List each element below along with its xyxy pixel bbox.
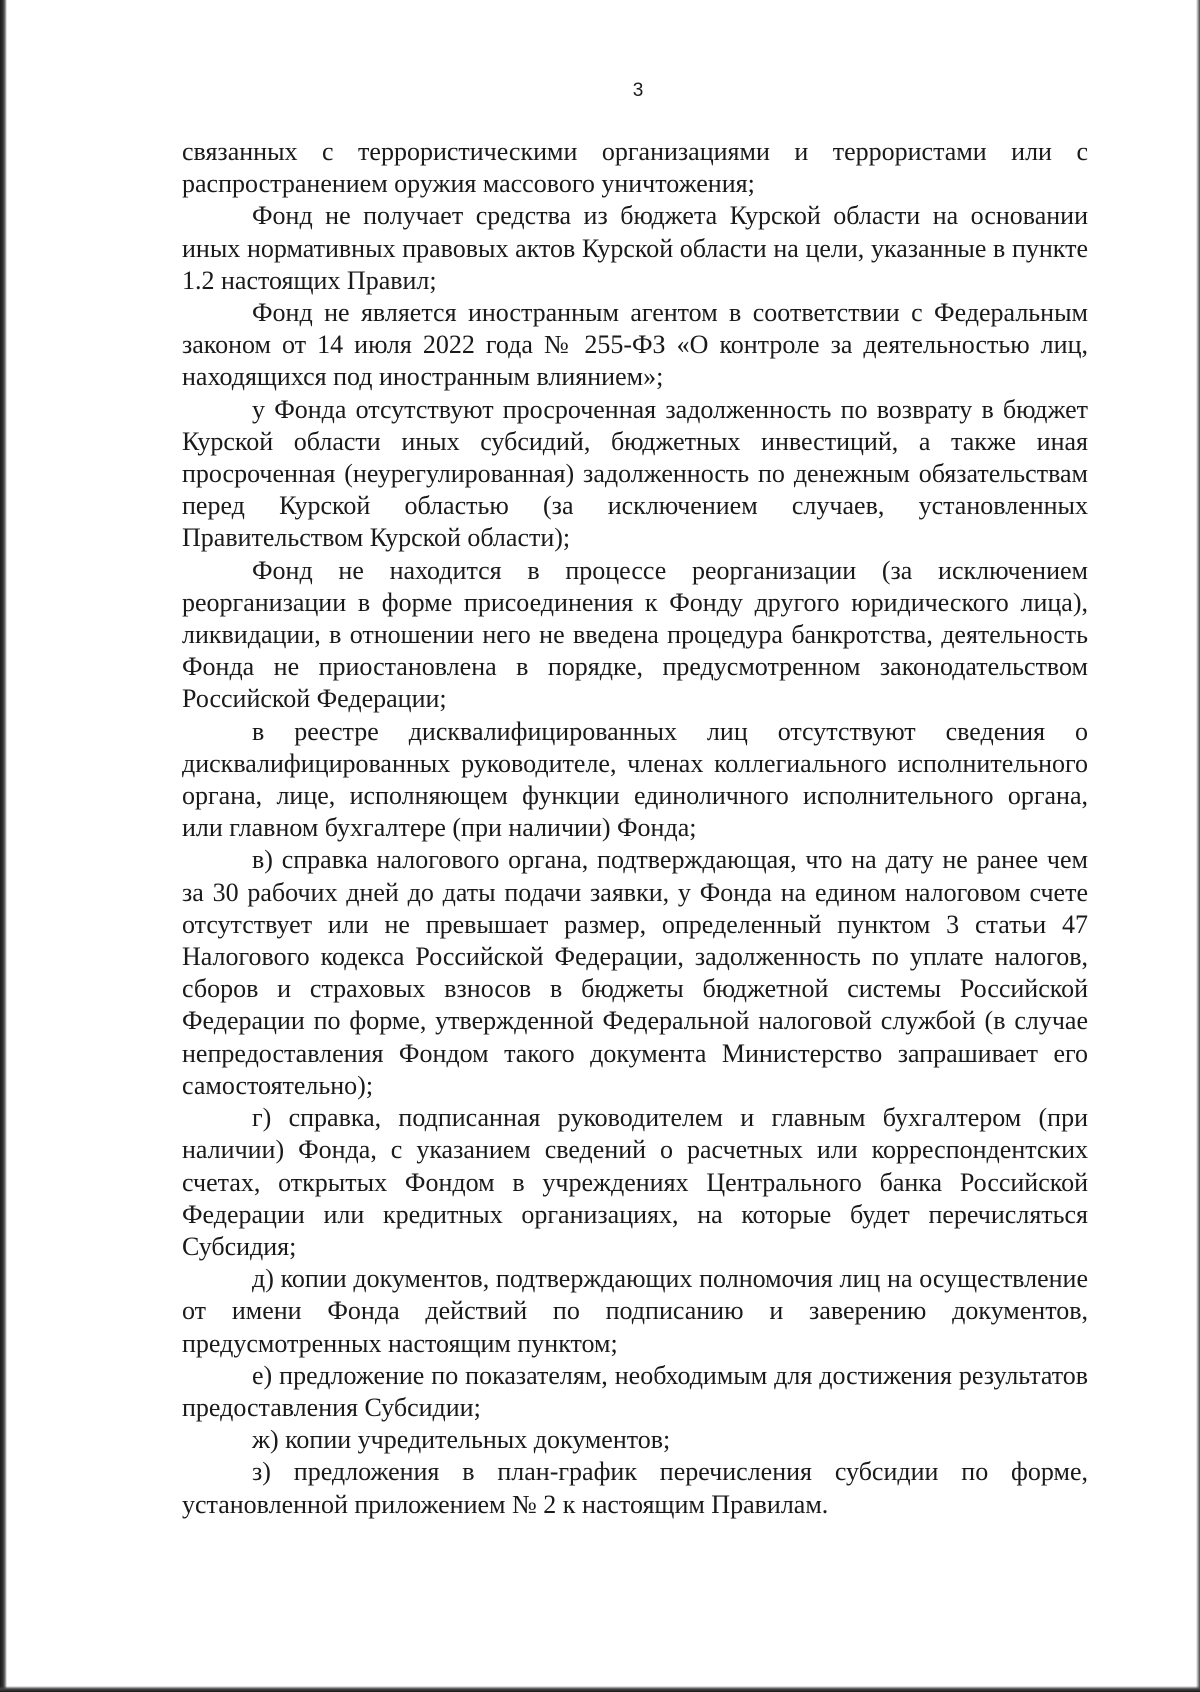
paragraph: Фонд не является иностранным агентом в соответствии с Федеральным законом от 14 июля 2022 года № 255-ФЗ «О контроле за деятельностью лиц, находящихся под иностранным влиянием»; <box>182 298 1088 392</box>
paragraph-item-d: д) копии документов, подтверждающих полномочия лиц на осуществление от имени Фонда действий по подписанию и заверению документов, предусмотренных настоящим пунктом; <box>182 1264 1088 1358</box>
paragraph: в реестре дисквалифицированных лиц отсутствуют сведения о дисквалифицированных руководителе, членах коллегиального исполнительного органа, лице, исполняющем функции единоличного исполнительного органа, или главном бухгалтере (при наличии) Фонда; <box>182 716 1088 843</box>
paragraph: Фонд не получает средства из бюджета Курской области на основании иных нормативных правовых актов Курской области на цели, указанные в пункте 1.2 настоящих Правил; <box>182 201 1088 295</box>
paragraph-item-v: в) справка налогового органа, подтверждающая, что на дату не ранее чем за 30 рабочих дней до даты подачи заявки, у Фонда на едином налоговом счете отсутствует или не превышает размер, определенный пунктом 3 статьи 47 Налогового кодекса Российской Федерации, задолженность по уплате налогов, сборов и страховых взносов в бюджеты бюджетной системы Российской Федерации по форме, утвержденной Федеральной налоговой службой (в случае непредоставления Фондом такого документа Министерство запрашивает его самостоятельно); <box>182 845 1088 1100</box>
paragraph-item-zh: ж) копии учредительных документов; <box>252 1425 671 1455</box>
document-body <box>182 136 1088 1521</box>
paragraph: Фонд не находится в процессе реорганизации (за исключением реорганизации в форме присоединения к Фонду другого юридического лица), ликвидации, в отношении него не введена процедура банкротства, деятельность Фонда не приостановлена в порядке, предусмотренном законодательством Российской Федерации; <box>182 555 1088 714</box>
paragraph-item-e: е) предложение по показателям, необходимым для достижения результатов предоставления Субсидии; <box>182 1360 1088 1422</box>
scan-edge-left <box>0 0 7 1692</box>
paragraph-item-z: з) предложения в план-график перечисления субсидии по форме, установленной приложением № 2 к настоящим Правилам. <box>182 1457 1088 1519</box>
scan-edge-right <box>1196 0 1200 1692</box>
paragraph: у Фонда отсутствуют просроченная задолженность по возврату в бюджет Курской области иных субсидий, бюджетных инвестиций, а также иная просроченная (неурегулированная) задолженность по денежным обязательствам перед Курской областью (за исключением случаев, установленных Правительством Курской области); <box>182 394 1088 553</box>
page-number: 3 <box>632 80 644 101</box>
paragraph-continuation: связанных с террористическими организациями и террористами или с распространением оружия массового уничтожения; <box>182 137 1088 199</box>
paragraph-item-g: г) справка, подписанная руководителем и главным бухгалтером (при наличии) Фонда, с указанием сведений о расчетных или корреспондентских счетах, открытых Фондом в учреждениях Центрального банка Российской Федерации или кредитных организациях, на которые будет перечисляться Субсидия; <box>182 1103 1088 1261</box>
scan-edge-bottom <box>0 1686 1200 1692</box>
